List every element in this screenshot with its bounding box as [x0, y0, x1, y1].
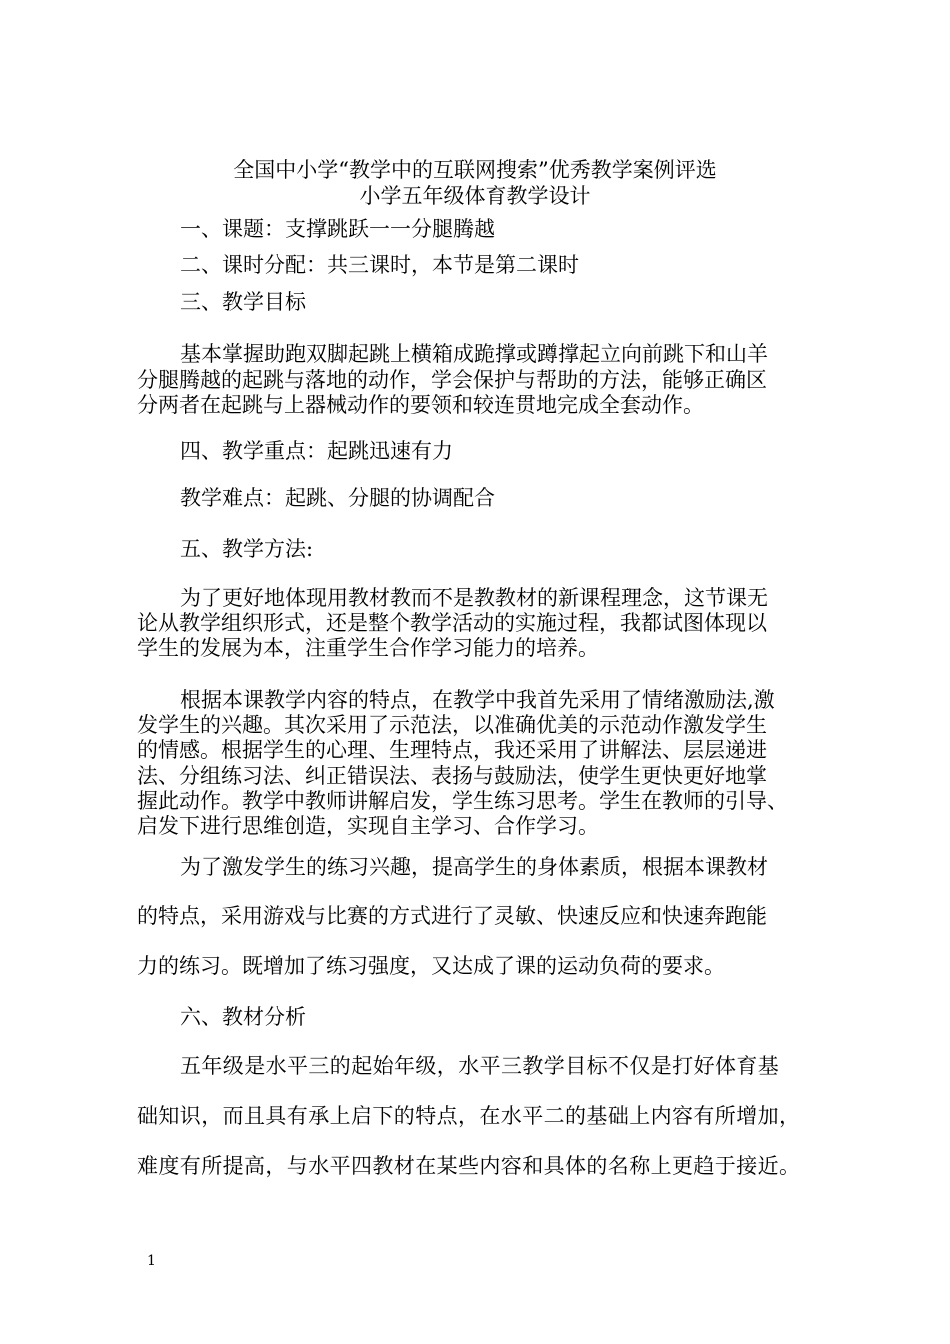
objectives-line: 基本掌握助跑双脚起跳上横箱成跪撑或蹲撑起立向前跳下和山羊 [180, 342, 768, 366]
methods-p1-line: 为了更好地体现用教材教而不是教教材的新课程理念，这节课无 [180, 586, 768, 610]
section-key-point: 四、教学重点：起跳迅速有力 [180, 439, 453, 463]
objectives-line: 分两者在起跳与上器械动作的要领和较连贯地完成全套动作。 [137, 393, 704, 417]
analysis-line: 难度有所提高，与水平四教材在某些内容和具体的名称上更趋于接近。 [137, 1154, 801, 1178]
analysis-line: 础知识，而且具有承上启下的特点，在水平二的基础上内容有所增加， [137, 1104, 801, 1128]
methods-p3-line: 为了激发学生的练习兴趣，提高学生的身体素质，根据本课教材 [180, 855, 768, 879]
section-difficulty: 教学难点：起跳、分腿的协调配合 [180, 486, 495, 510]
section-analysis-heading: 六、教材分析 [180, 1005, 306, 1029]
methods-p2-line: 根据本课教学内容的特点，在教学中我首先采用了情绪激励法,激 [180, 688, 775, 712]
section-topic: 一、课题：支撑跳跃一一分腿腾越 [180, 217, 495, 241]
page-subtitle: 小学五年级体育教学设计 [359, 184, 591, 208]
objectives-line: 分腿腾越的起跳与落地的动作，学会保护与帮助的方法，能够正确区 [137, 368, 767, 392]
page-title: 全国中小学“教学中的互联网搜索”优秀教学案例评选 [233, 158, 717, 182]
methods-p1-line: 论从教学组织形式，还是整个教学活动的实施过程，我都试图体现以 [137, 611, 767, 635]
section-objectives-heading: 三、教学目标 [180, 290, 306, 314]
methods-p2-line: 法、分组练习法、纠正错误法、表扬与鼓励法，使学生更快更好地掌 [137, 764, 767, 788]
methods-p2-line: 启发下进行思维创造，实现自主学习、合作学习。 [137, 814, 599, 838]
methods-p2-line: 握此动作。教学中教师讲解启发，学生练习思考。学生在教师的引导、 [137, 789, 788, 813]
methods-p3-line: 力的练习。既增加了练习强度，又达成了课的运动负荷的要求。 [137, 954, 725, 978]
methods-p2-line: 的情感。根据学生的心理、生理特点，我还采用了讲解法、层层递进 [137, 738, 767, 762]
section-methods-heading: 五、教学方法: [180, 537, 314, 561]
analysis-line: 五年级是水平三的起始年级，水平三教学目标不仅是打好体育基 [180, 1054, 780, 1078]
page-number: 1 [147, 1253, 156, 1269]
section-hours: 二、课时分配：共三课时，本节是第二课时 [180, 253, 579, 277]
methods-p2-line: 发学生的兴趣。其次采用了示范法，以准确优美的示范动作激发学生 [137, 713, 767, 737]
methods-p3-line: 的特点，采用游戏与比赛的方式进行了灵敏、快速反应和快速奔跑能 [137, 904, 767, 928]
methods-p1-line: 学生的发展为本，注重学生合作学习能力的培养。 [137, 636, 599, 660]
